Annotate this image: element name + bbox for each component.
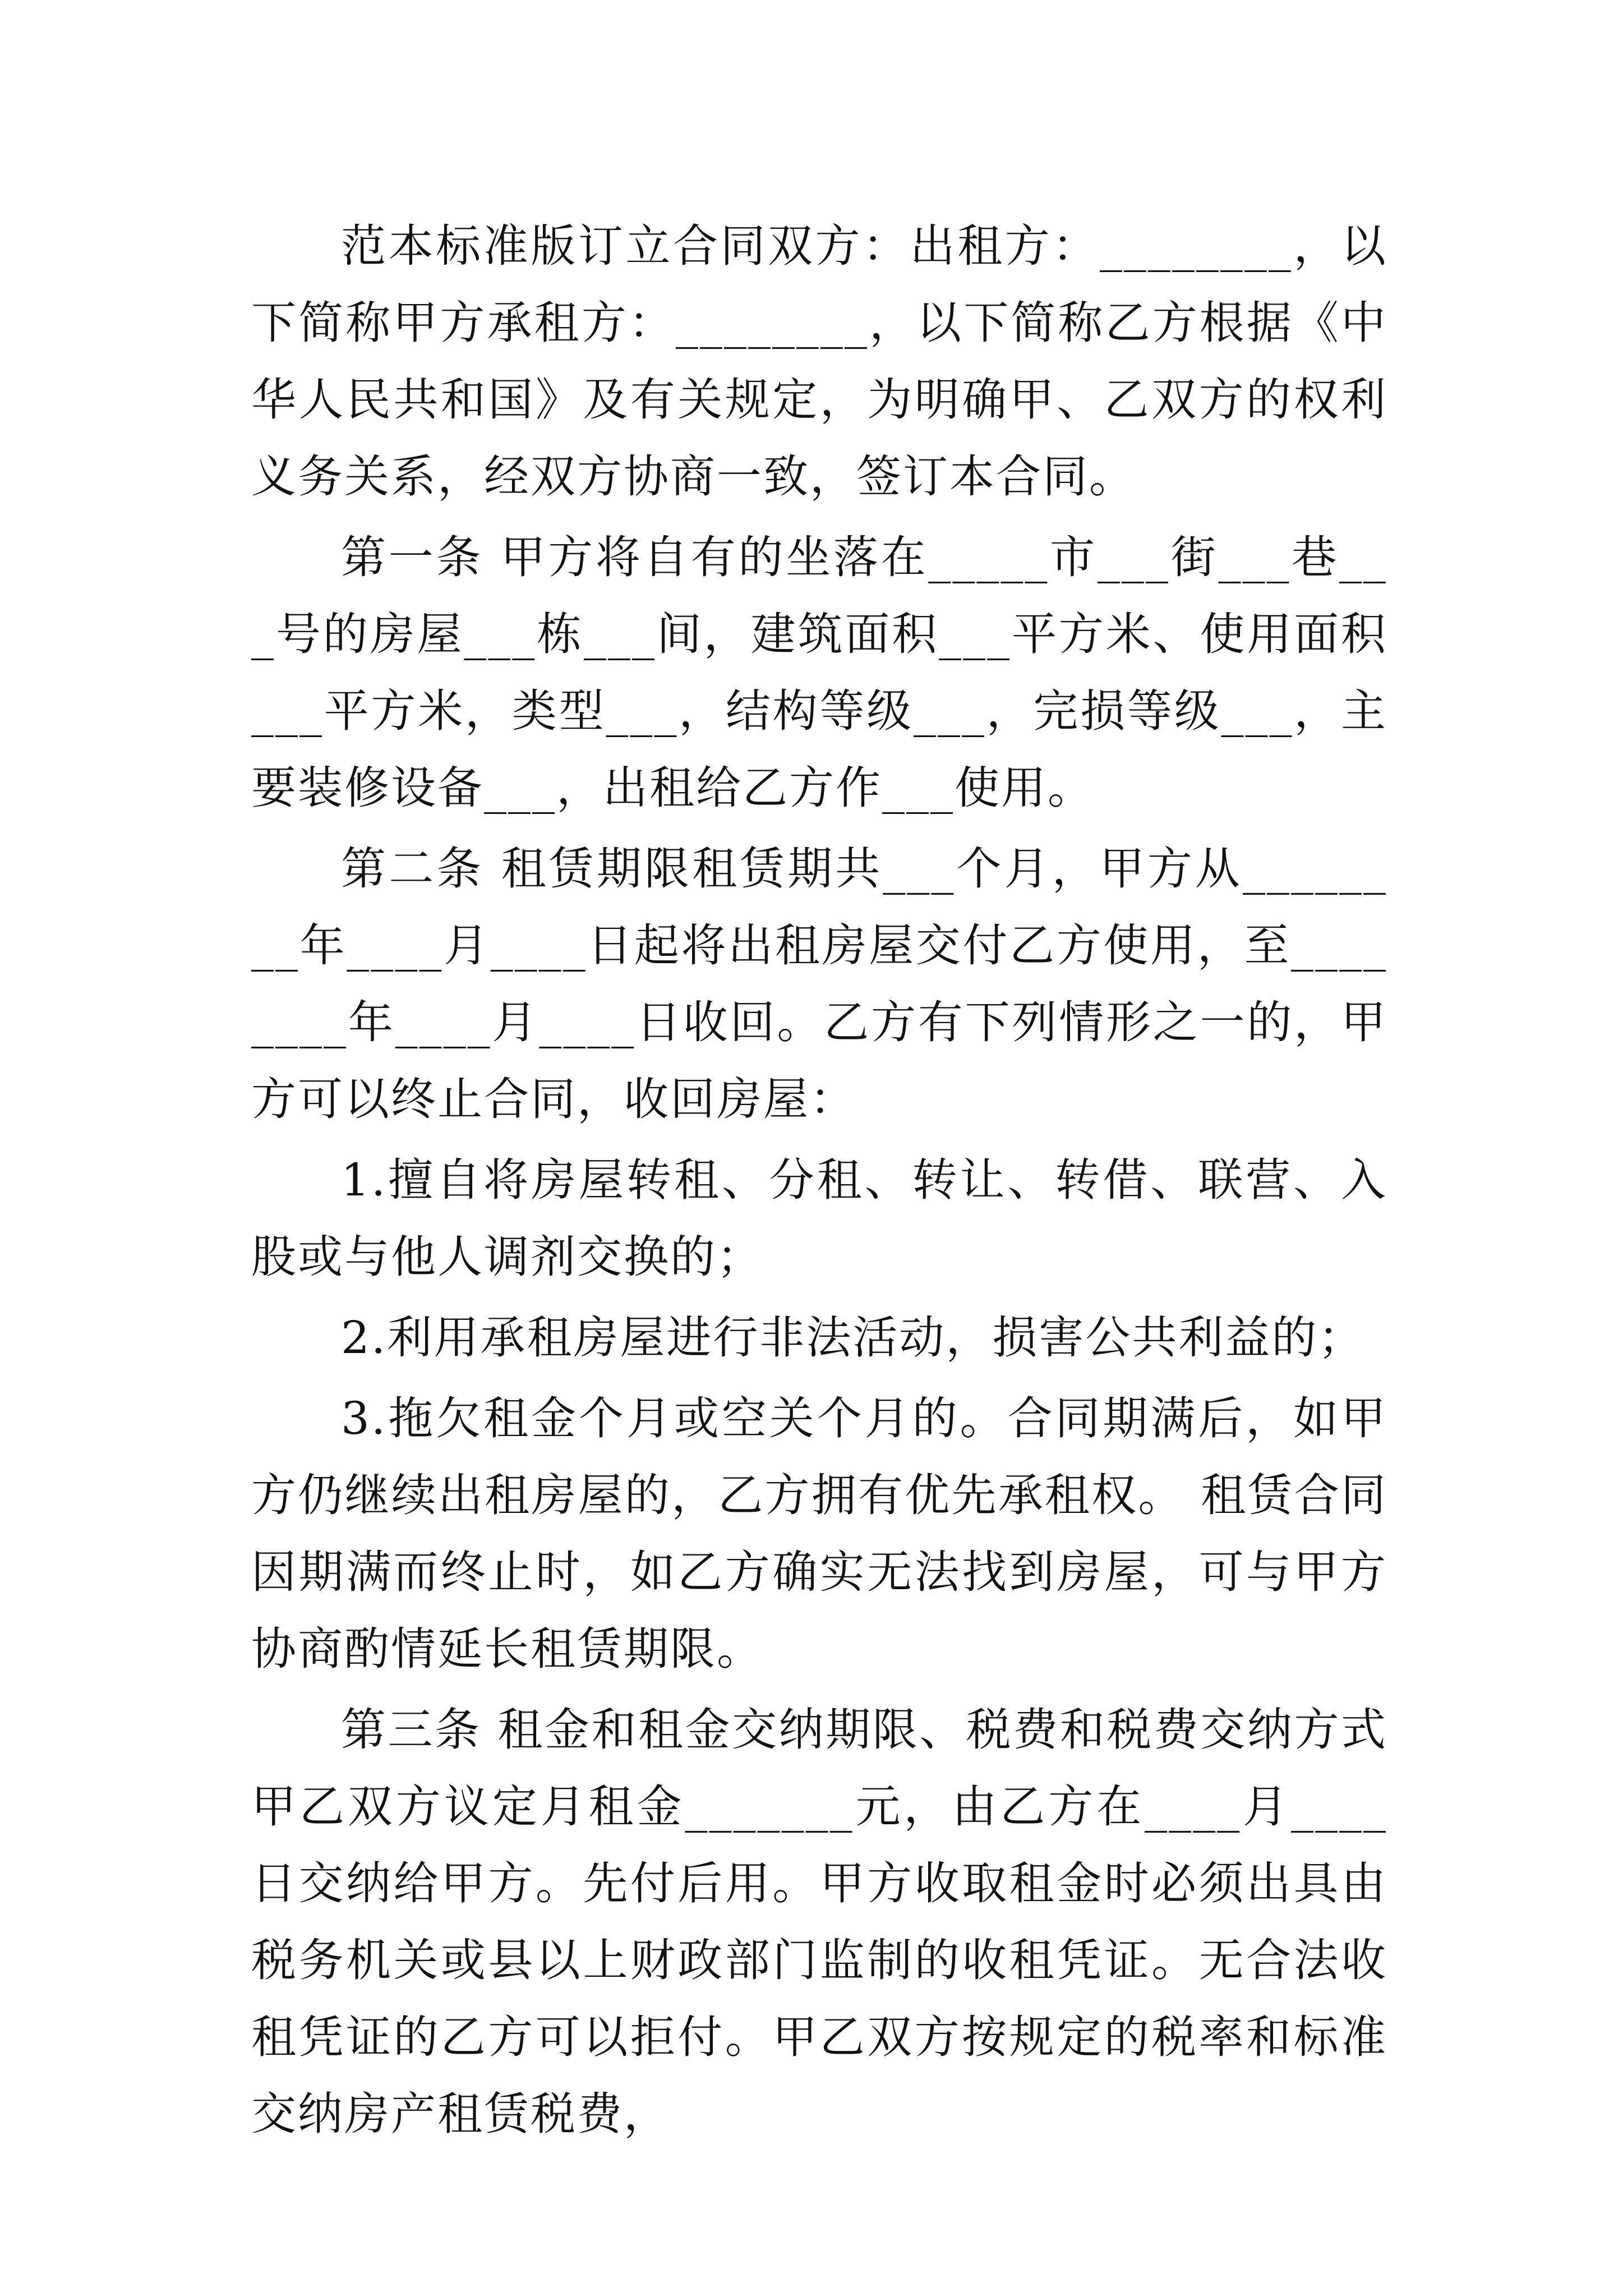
- paragraph-item-3: 3.拖欠租金个月或空关个月的。合同期满后，如甲方仍继续出租房屋的，乙方拥有优先承租权。 租赁合同因期满而终止时，如乙方确实无法找到房屋，可与甲方协商酌情延长租赁期限。: [251, 1392, 1387, 1675]
- paragraph-item-2: 2.利用承租房屋进行非法活动，损害公共利益的；: [341, 1312, 1365, 1364]
- paragraph-item-1: 1.擅自将房屋转租、分租、转让、转借、联营、入股或与他人调剂交换的；: [251, 1154, 1387, 1283]
- paragraph-preamble: 范本标准版订立合同双方：出租方：________，以下简称甲方承租方：________，以下简称乙方根据《中华人民共和国》及有关规定，为明确甲、乙双方的权利义务关系，经双方协商一致，签订本合同。: [251, 220, 1387, 503]
- paragraph-article-2: 第二条 租赁期限租赁期共___个月，甲方从________年____月____日起将出租房屋交付乙方使用，至________年____月____日收回。乙方有下列情形之一的，甲方可以终止合同，收回房屋：: [251, 843, 1387, 1125]
- paragraph-article-3: 第三条 租金和租金交纳期限、税费和税费交纳方式甲乙双方议定月租金_______元，由乙方在____月____日交纳给甲方。先付后用。甲方收取租金时必须出具由税务机关或县以上财政部门监制的收租凭证。无合法收租凭证的乙方可以拒付。甲乙双方按规定的税率和标准交纳房产租赁税费，: [251, 1704, 1387, 2140]
- paragraph-article-1: 第一条 甲方将自有的坐落在_____市___街___巷___号的房屋___栋___间，建筑面积___平方米、使用面积___平方米，类型___，结构等级___，完损等级___，主要装修设备___，出租给乙方作___使用。: [251, 531, 1387, 814]
